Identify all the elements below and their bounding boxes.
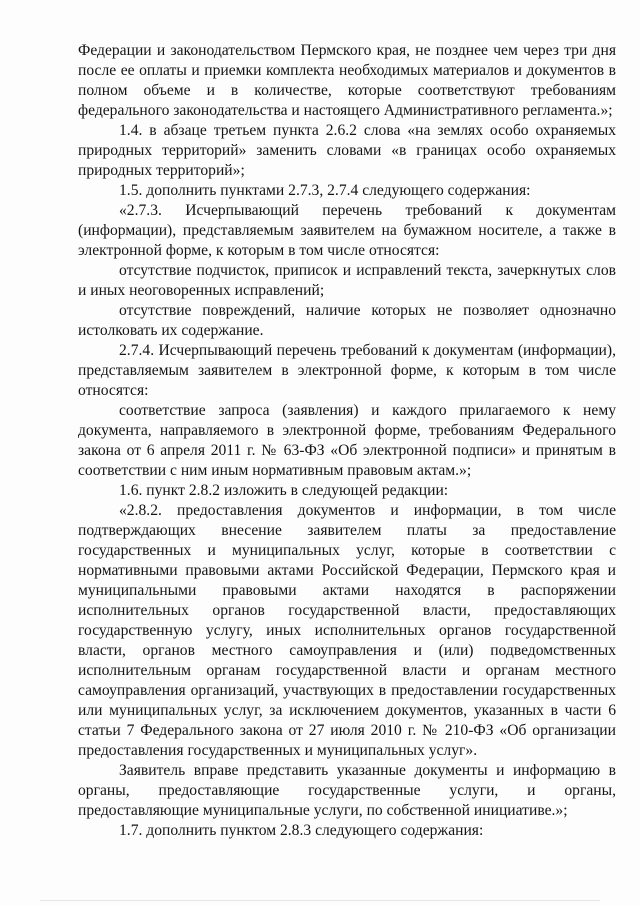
paragraph-applicant-right: Заявитель вправе представить указанные документы и информацию в органы, предоставляющие государственные услуги, и органы, предоставляющие муниципальные услуги, по собственной инициативе.»;	[78, 762, 616, 819]
document-body	[78, 41, 616, 841]
paragraph-item-1-6: 1.6. пункт 2.8.2 изложить в следующей редакции:	[119, 482, 449, 499]
paragraph-item-2-7-4: 2.7.4. Исчерпывающий перечень требований к документам (информации), представляемым заявителем в электронной форме, к которым в том числе относятся:	[78, 342, 616, 399]
paragraph-item-1-4: 1.4. в абзаце третьем пункта 2.6.2 слова «на землях особо охраняемых природных территорий» заменить словами «в границах особо охраняемых природных территорий»;	[78, 122, 616, 179]
scan-bottom-edge	[40, 900, 600, 901]
paragraph-item-1-7: 1.7. дополнить пунктом 2.8.3 следующего содержания:	[119, 822, 484, 839]
paragraph-item-2-8-2: «2.8.2. предоставления документов и информации, в том числе подтверждающих внесение заявителем платы за предоставление государственных и муниципальных услуг, которые в соответствии с нормативными правовыми актами Российской Федерации, Пермского края и муниципальными правовыми актами находятся в распоряжении исполнительных органов государственной власти, предоставляющих государственную услугу, иных исполнительных органов государственной власти, органов местного самоуправления и (или) подведомственных исполнительным органам государственной власти и органам местного самоуправления организаций, участвующих в предоставлении государственных или муниципальных услуг, за исключением документов, указанных в части 6 статьи 7 Федерального закона от 27 июля 2010 г. № 210-ФЗ «Об организации предоставления государственных и муниципальных услуг».	[78, 502, 616, 759]
paragraph-requirement-no-damage: отсутствие повреждений, наличие которых не позволяет однозначно истолковать их содержание.	[78, 302, 616, 339]
paragraph-continuation: Федерации и законодательством Пермского края, не позднее чем через три дня после ее оплаты и приемки комплекта необходимых материалов и документов в полном объеме и в количестве, которые соответствуют требованиям федерального законодательства и настоящего Административного регламента.»;	[78, 42, 616, 119]
paragraph-item-1-5: 1.5. дополнить пунктами 2.7.3, 2.7.4 следующего содержания:	[119, 182, 531, 199]
paragraph-item-2-7-3: «2.7.3. Исчерпывающий перечень требований к документам (информации), представляемым заявителем на бумажном носителе, а также в электронной форме, к которым в том числе относятся:	[78, 202, 616, 259]
paragraph-requirement-no-erasures: отсутствие подчисток, приписок и исправлений текста, зачеркнутых слов и иных неоговоренных исправлений;	[78, 262, 616, 299]
paragraph-requirement-electronic-signature: соответствие запроса (заявления) и каждого прилагаемого к нему документа, направляемого в электронной форме, требованиям Федерального закона от 6 апреля 2011 г. № 63-ФЗ «Об электронной подписи» и принятым в соответствии с ним иным нормативным правовым актам.»;	[78, 402, 616, 479]
